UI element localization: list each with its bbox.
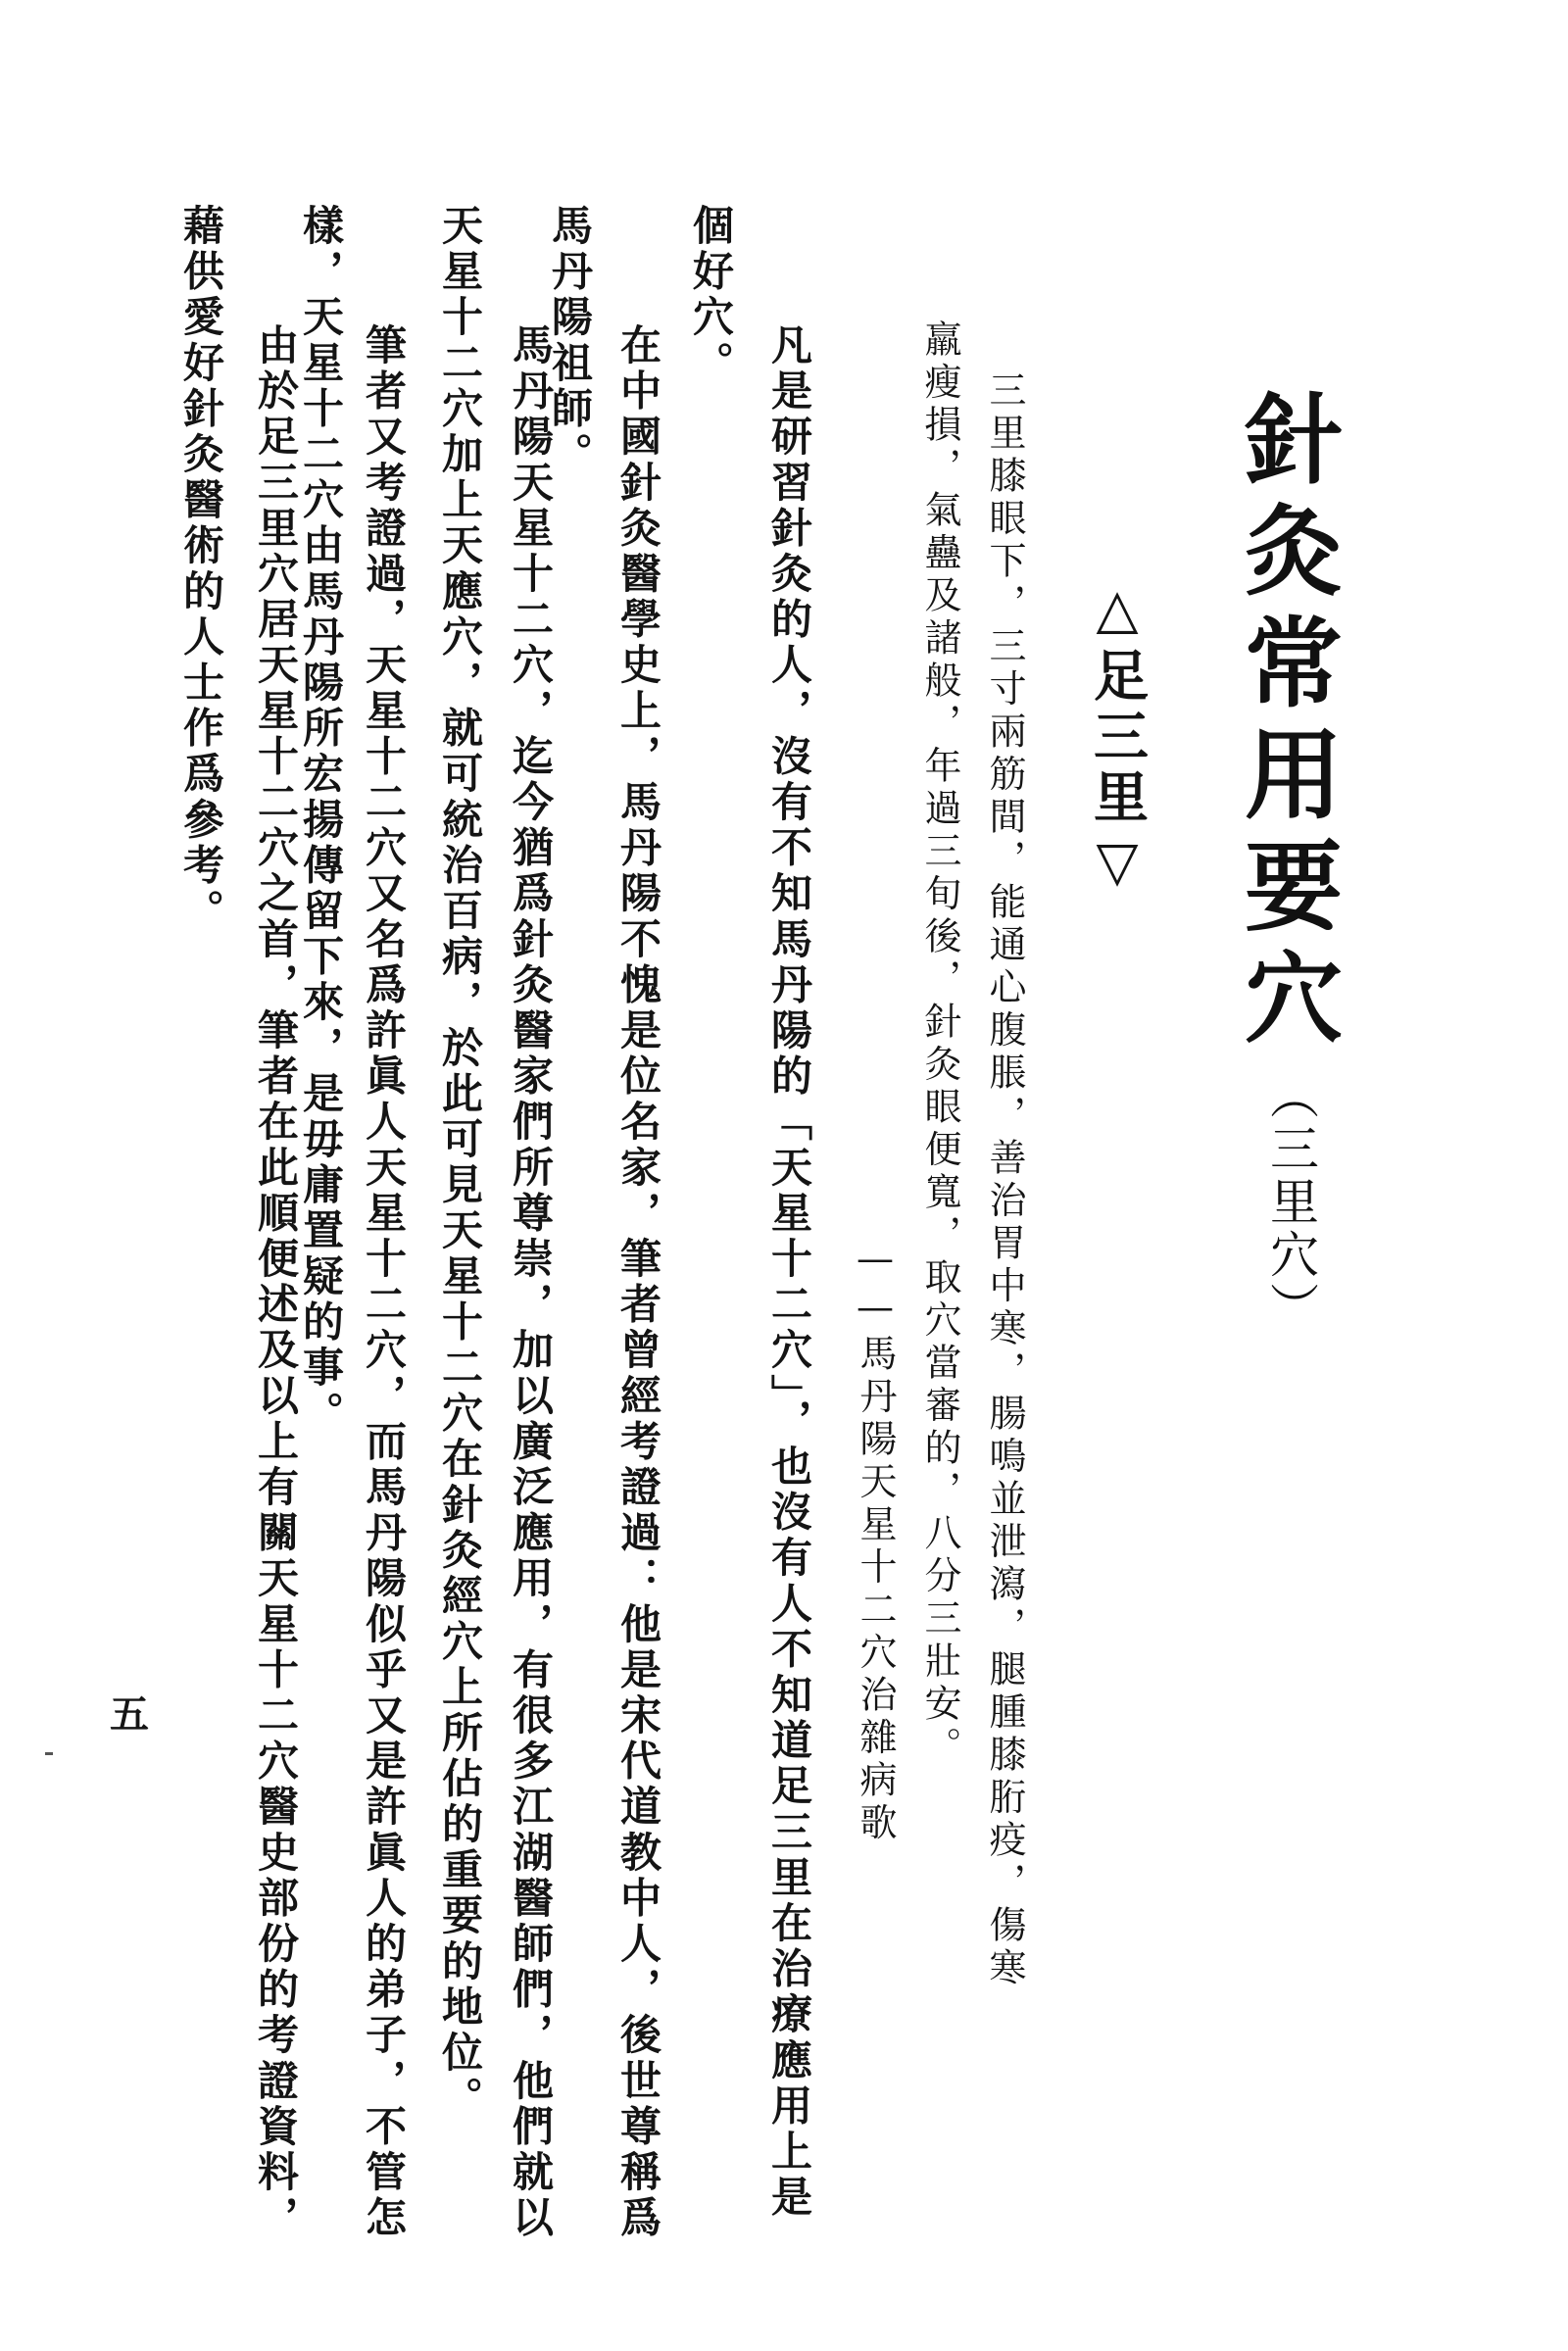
- body-column-6: 天星十二穴加上天應穴，就可統治百病，於此可見天星十二穴在針灸經穴上所佔的重要的地位。: [436, 204, 484, 2123]
- body-column-7: 筆者又考證過，天星十二穴又名爲許眞人天星十二穴，而馬丹陽似乎又是許眞人的弟子，不管怎: [360, 323, 408, 2242]
- verse-line-2: 羸瘦損，氣蠱及諸般，年過三旬後，針灸眼便寬，取穴當審的，八分三壯安。: [918, 319, 961, 1769]
- body-column-3: 在中國針灸醫學史上，馬丹陽不愧是位名家，筆者曾經考證過：他是宋代道教中人，後世尊稱爲: [614, 323, 662, 2242]
- body-column-8: 樣，天星十二穴由馬丹陽所宏揚傳留下來，是毋庸置疑的事。: [297, 204, 345, 1438]
- verse-attribution: ——馬丹陽天星十二穴治雜病歌: [854, 1237, 897, 1845]
- scan-edge-mark: [45, 1752, 53, 1755]
- page-number: 五: [110, 1691, 149, 1738]
- body-column-5: 馬丹陽天星十二穴，迄今猶爲針灸醫家們所尊崇，加以廣泛應用，有很多江湖醫師們，他們就以: [507, 323, 555, 2242]
- body-column-9: 由於足三里穴居天星十二穴之首，筆者在此順便述及以上有關天星十二穴醫史部份的考證資料，: [252, 323, 300, 2242]
- body-column-1: 凡是研習針灸的人，沒有不知馬丹陽的「天星十二穴」，也沒有人不知道足三里在治療應用上是: [765, 323, 813, 2222]
- verse-line-1: 三里膝眼下，三寸兩筋間，能通心腹脹，善治胃中寒，腸鳴並泄瀉，腿腫膝胻疫，傷寒: [983, 370, 1026, 1990]
- page-title: 針灸常用要穴: [1228, 388, 1344, 1058]
- body-column-10: 藉供愛好針灸醫術的人士作爲參考。: [177, 204, 225, 935]
- page-subtitle: （三里穴）: [1262, 1070, 1319, 1335]
- body-column-2: 個好穴。: [687, 204, 735, 387]
- body-column-4: 馬丹陽祖師。: [546, 204, 594, 478]
- section-heading: △足三里▽: [1085, 576, 1150, 900]
